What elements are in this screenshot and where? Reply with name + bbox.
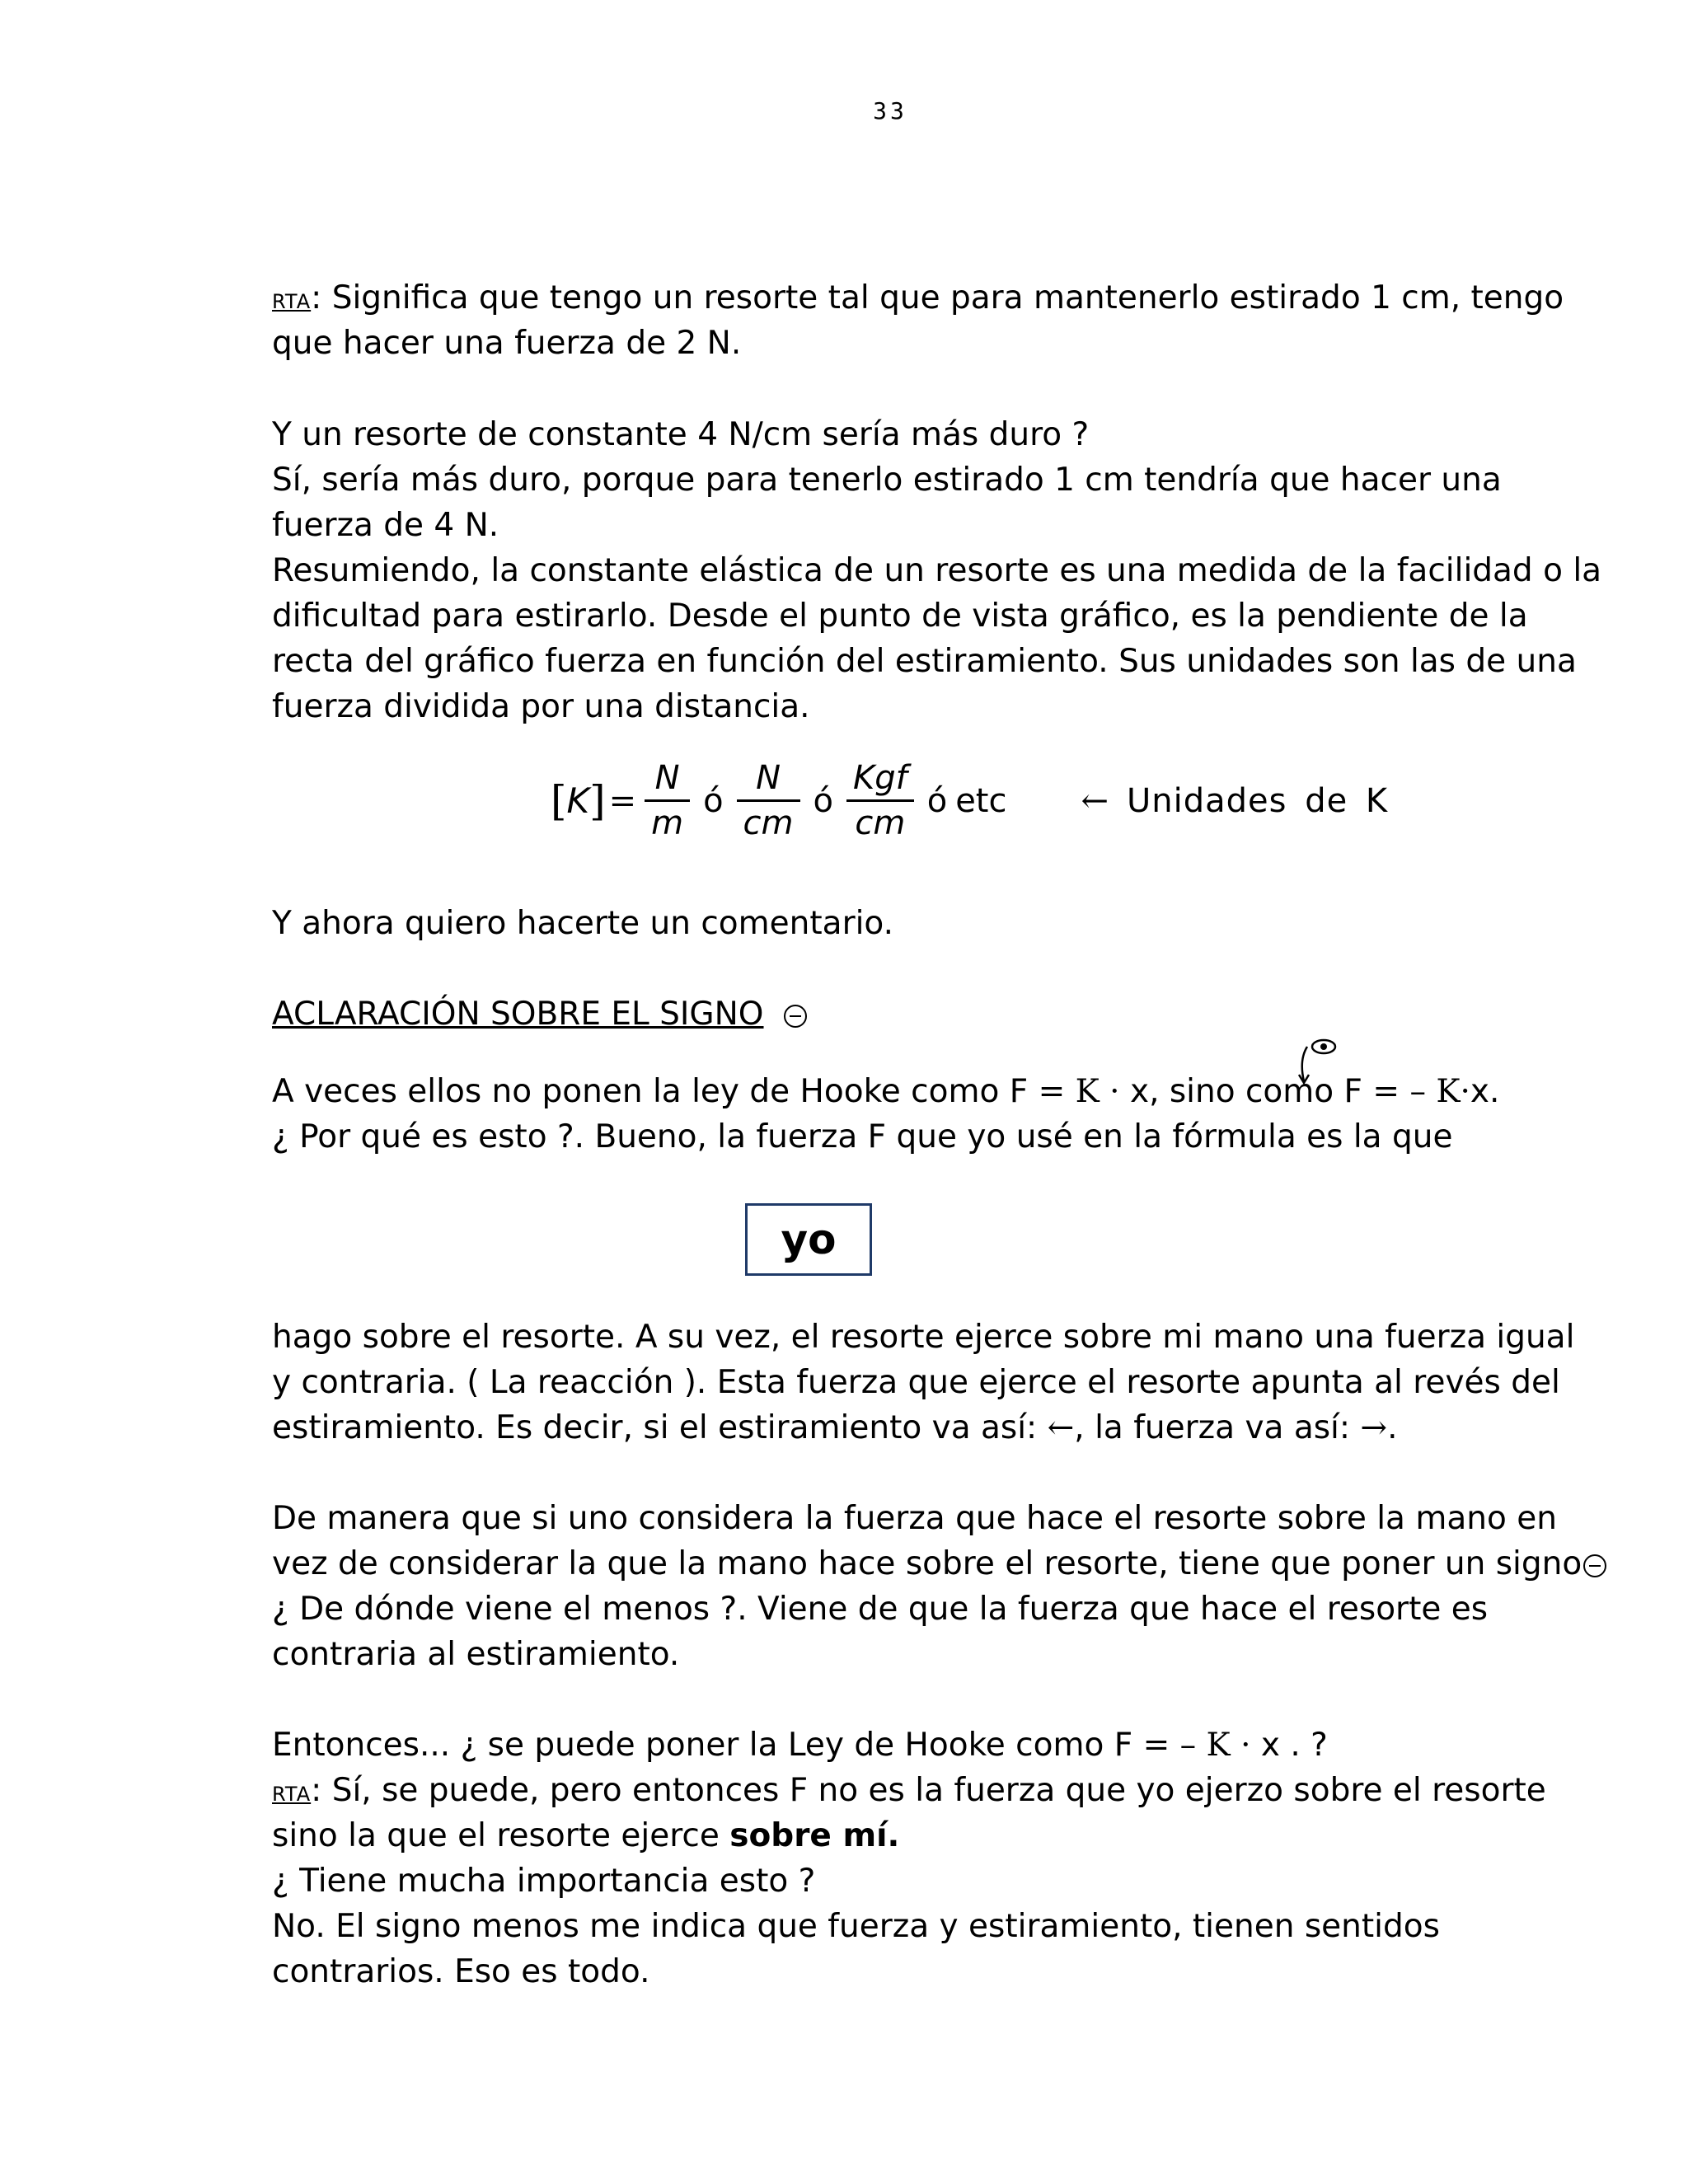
text-line: fuerza dividida por una distancia. (272, 688, 810, 725)
question-line: Y un resorte de constante 4 N/cm sería más duro ? (272, 416, 1090, 453)
text-line: Sí, sería más duro, porque para tenerlo estirado 1 cm tendría que hacer una (272, 462, 1502, 499)
text-line: contraria al estiramiento. (272, 1636, 680, 1673)
text-line: dificultad para estirarlo. Desde el punto de vista gráfico, es la pendiente de la (272, 598, 1528, 635)
text-line: y contraria. ( La reacción ). Esta fuerza que ejerce el resorte apunta al revés del (272, 1364, 1560, 1401)
answer-line-2: RTA: Sí, se puede, pero entonces F no es la fuerza que yo ejerzo sobre el resorte (272, 1772, 1546, 1809)
arrow-line: estiramiento. Es decir, si el estiramiento va así: ←, la fuerza va así: →. (272, 1409, 1398, 1446)
rta-label: RTA (272, 1783, 312, 1806)
hooke-law-line: A veces ellos no ponen la ley de Hooke como F = K · x, sino como F = – K·x. (272, 1073, 1500, 1110)
text-line: fuerza de 4 N. (272, 507, 499, 544)
page-number: 33 (873, 97, 907, 124)
left-arrow-icon: ← (1081, 781, 1109, 820)
text-line: contrarios. Eso es todo. (272, 1953, 650, 1990)
text-line: sino la que el resorte ejerce sobre mí. (272, 1817, 900, 1854)
text-line: No. El signo menos me indica que fuerza y estiramiento, tienen sentidos (272, 1908, 1440, 1945)
units-formula: [ K ] = $\frac{N}{m}$ ó $\frac{N}{cm}$ ó $\frac{\text{Kgf}}{cm}$ ó etc ← Unidades de K (551, 757, 1388, 845)
fraction-n-cm: $\frac{N}{cm}$ (737, 757, 800, 845)
question-line: ¿ Tiene mucha importancia esto ? (272, 1863, 816, 1900)
section-heading: ACLARACIÓN SOBRE EL SIGNO (272, 991, 807, 1038)
constant-k: K (566, 780, 590, 821)
question-line: Entonces... ¿ se puede poner la Ley de Hooke como F = – K · x . ? (272, 1727, 1328, 1764)
yo-box: yo (745, 1203, 872, 1276)
fraction-kgf-cm: $\frac{\text{Kgf}}{cm}$ (846, 757, 914, 845)
text-line: Y ahora quiero hacerte un comentario. (272, 905, 894, 942)
right-arrow-icon: → (1360, 1409, 1388, 1446)
minus-circle-icon (1583, 1554, 1606, 1577)
text-line: ¿ De dónde viene el menos ?. Viene de que la fuerza que hace el resorte es (272, 1591, 1489, 1628)
units-label: Unidades de K (1127, 781, 1389, 820)
text-line: hago sobre el resorte. A su vez, el resorte ejerce sobre mi mano una fuerza igual (272, 1319, 1575, 1356)
text-line: que hacer una fuerza de 2 N. (272, 325, 742, 362)
answer-line-1: RTA: Significa que tengo un resorte tal que para mantenerlo estirado 1 cm, tengo (272, 279, 1564, 316)
rta-label: RTA (272, 290, 312, 313)
text-line: Resumiendo, la constante elástica de un resorte es una medida de la facilidad o la (272, 552, 1602, 589)
text-line: vez de considerar la que la mano hace sobre el resorte, tiene que poner un signo (272, 1541, 1606, 1587)
fraction-n-m: $\frac{N}{m}$ (645, 757, 690, 845)
text-line: De manera que si uno considera la fuerza que hace el resorte sobre la mano en (272, 1500, 1557, 1537)
minus-circle-icon (784, 1005, 807, 1028)
left-arrow-icon: ← (1047, 1409, 1075, 1446)
text-line: ¿ Por qué es esto ?. Bueno, la fuerza F que yo usé en la fórmula es la que (272, 1118, 1453, 1155)
text-line: recta del gráfico fuerza en función del estiramiento. Sus unidades son las de una (272, 643, 1577, 680)
